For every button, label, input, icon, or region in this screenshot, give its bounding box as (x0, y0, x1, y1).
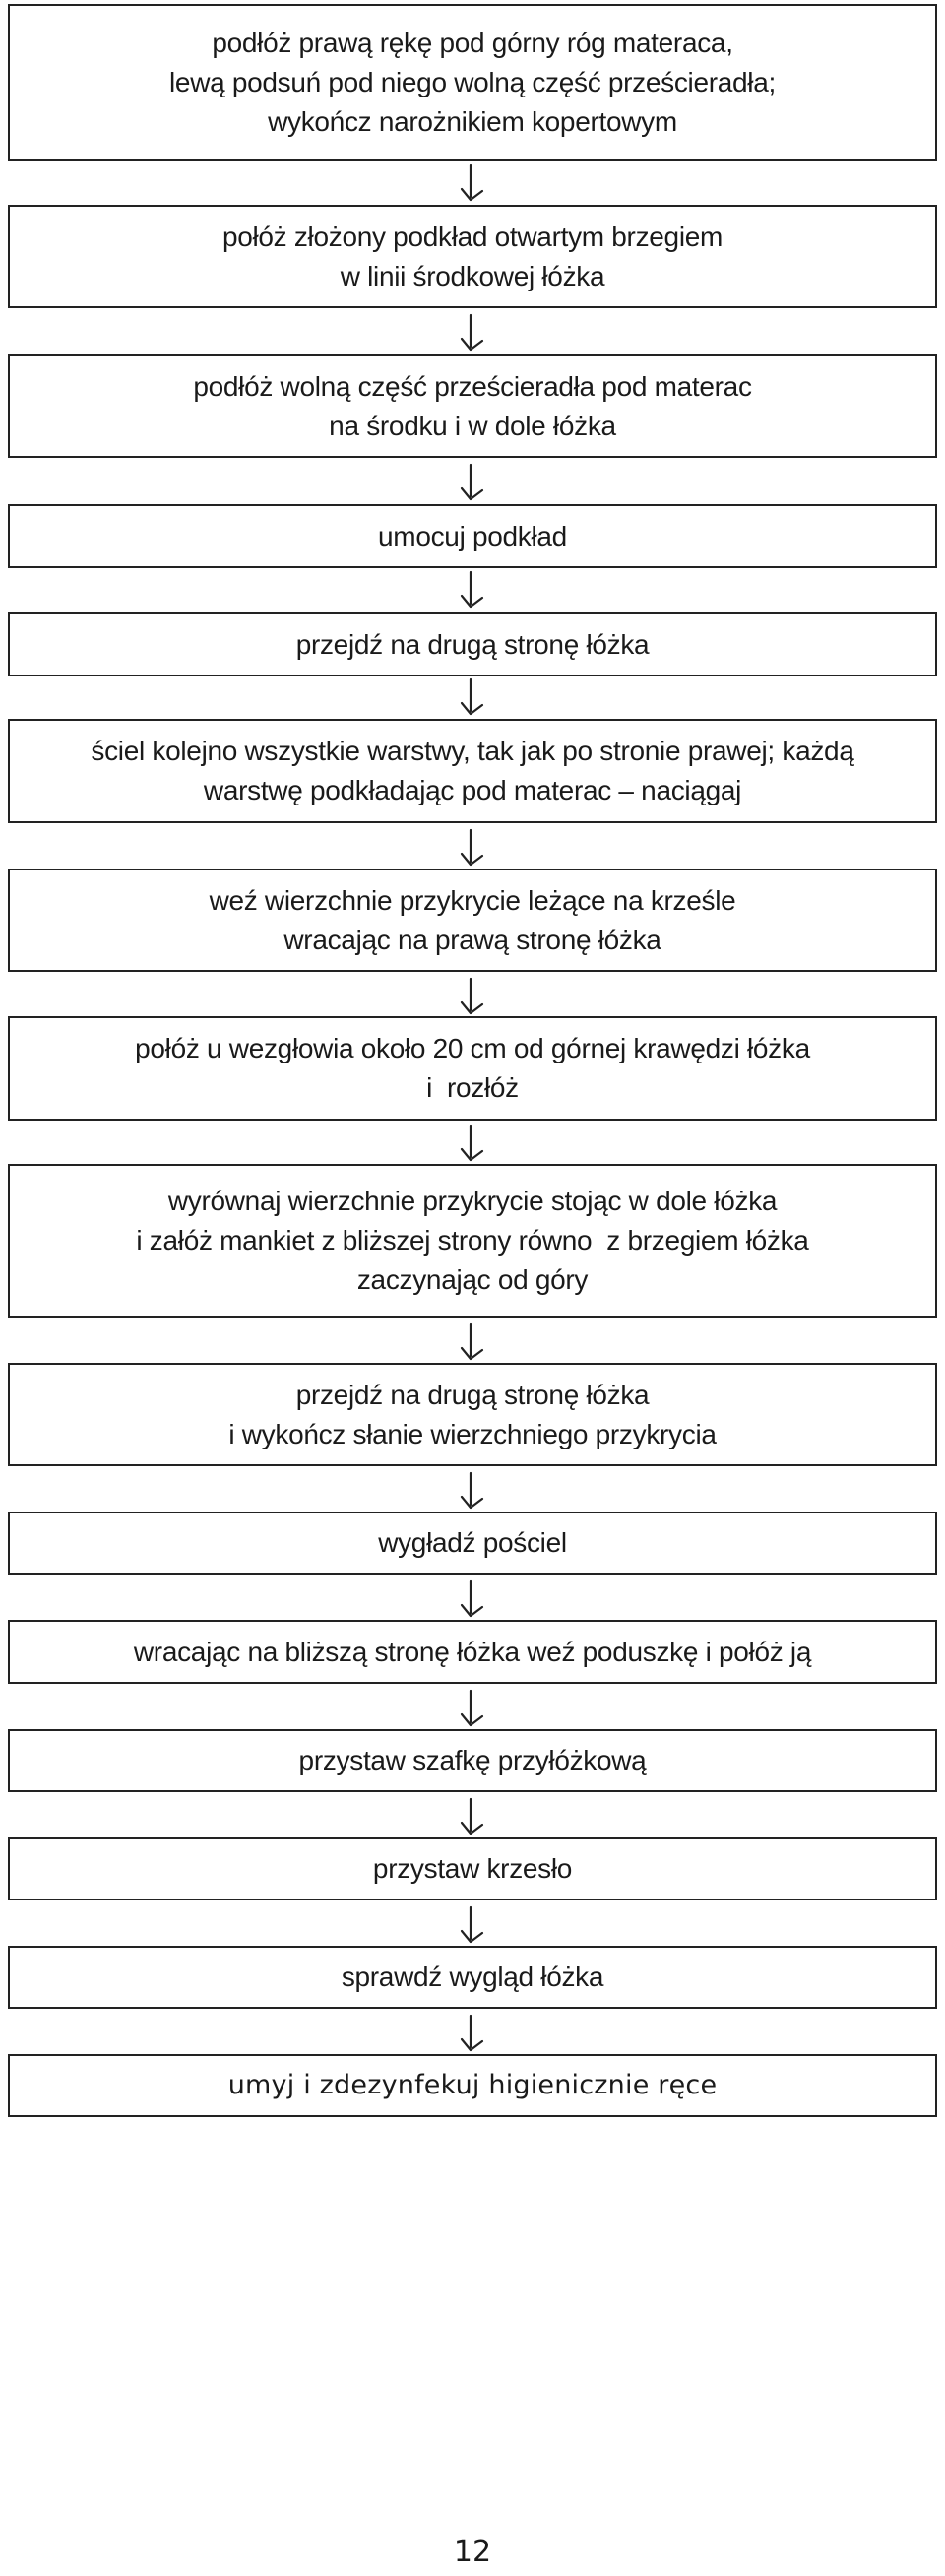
step-box (8, 1512, 937, 1575)
down-arrow-icon (457, 2010, 488, 2057)
down-arrow-icon (457, 459, 488, 506)
step-text-line: przystaw krzesło (372, 1853, 573, 1884)
step-box (8, 205, 937, 308)
step-text-line: i rozłóż (426, 1072, 519, 1103)
down-arrow-icon (457, 160, 488, 207)
step-box (8, 1016, 937, 1121)
down-arrow-icon (457, 1901, 488, 1949)
step-text-line: lewą podsuń pod niego wolną część prześcieradła; (169, 66, 776, 97)
step-text-line: warstwę podkładając pod materac – naciągaj (203, 775, 742, 805)
step-box (8, 1946, 937, 2009)
step-text-line: przystaw szafkę przyłóżkową (298, 1745, 647, 1775)
down-arrow-icon (457, 1120, 488, 1167)
step-text-line: umyj i zdezynfekuj higienicznie ręce (227, 2070, 718, 2100)
step-text-line: weź wierzchnie przykrycie leżące na krześle (209, 884, 736, 916)
down-arrow-icon (457, 973, 488, 1020)
step-text-line: umocuj podkład (378, 520, 567, 551)
step-box (8, 1729, 937, 1792)
down-arrow-icon (457, 1319, 488, 1366)
step-text-line: w linii środkowej łóżka (340, 260, 605, 291)
down-arrow-icon (457, 309, 488, 356)
down-arrow-icon (457, 824, 488, 871)
step-box (8, 1363, 937, 1466)
down-arrow-icon (457, 1793, 488, 1840)
step-text-line: wracając na bliższą stronę łóżka weź poduszkę i połóż ją (133, 1636, 812, 1667)
step-box (8, 354, 937, 458)
step-text-line: wykończ narożnikiem kopertowym (268, 105, 677, 137)
step-text-line: przejdź na drugą stronę łóżka (295, 1379, 650, 1410)
step-text-line: przejdź na drugą stronę łóżka (295, 628, 650, 660)
step-text-line: i załóż mankiet z bliższej strony równo z brzegiem łóżka (136, 1225, 809, 1256)
step-box (8, 1620, 937, 1684)
step-box (8, 504, 937, 568)
step-box (8, 612, 937, 676)
down-arrow-icon (457, 1467, 488, 1514)
step-text-line: i wykończ słanie wierzchniego przykrycia (228, 1418, 717, 1449)
step-box (8, 719, 937, 823)
step-text-line: sprawdź wygląd łóżka (341, 1962, 604, 1992)
step-text-line: połóż złożony podkład otwartym brzegiem (221, 221, 724, 252)
step-text-line: wygładź pościel (378, 1527, 567, 1558)
down-arrow-icon (457, 674, 488, 721)
step-box (8, 1164, 937, 1318)
down-arrow-icon (457, 566, 488, 613)
step-text-line: podłóż prawą rękę pod górny róg materaca, (212, 27, 733, 58)
step-text-line: wyrównaj wierzchnie przykrycie stojąc w dole łóżka (167, 1186, 778, 1216)
down-arrow-icon (457, 1685, 488, 1732)
step-box (8, 869, 937, 972)
step-box (8, 1837, 937, 1900)
step-text-line: na środku i w dole łóżka (329, 410, 616, 441)
step-text-line: podłóż wolną część prześcieradła pod materac (193, 370, 752, 402)
step-box (8, 2054, 937, 2117)
down-arrow-icon (457, 1576, 488, 1623)
step-text-line: ściel kolejno wszystkie warstwy, tak jak po stronie prawej; każdą (91, 736, 854, 766)
step-text-line: wracając na prawą stronę łóżka (284, 924, 662, 955)
page-number: 12 (453, 2535, 492, 2569)
step-text-line: połóż u wezgłowia około 20 cm od górnej krawędzi łóżka (135, 1033, 810, 1063)
step-box (8, 4, 937, 161)
step-text-line: zaczynając od góry (356, 1264, 589, 1295)
